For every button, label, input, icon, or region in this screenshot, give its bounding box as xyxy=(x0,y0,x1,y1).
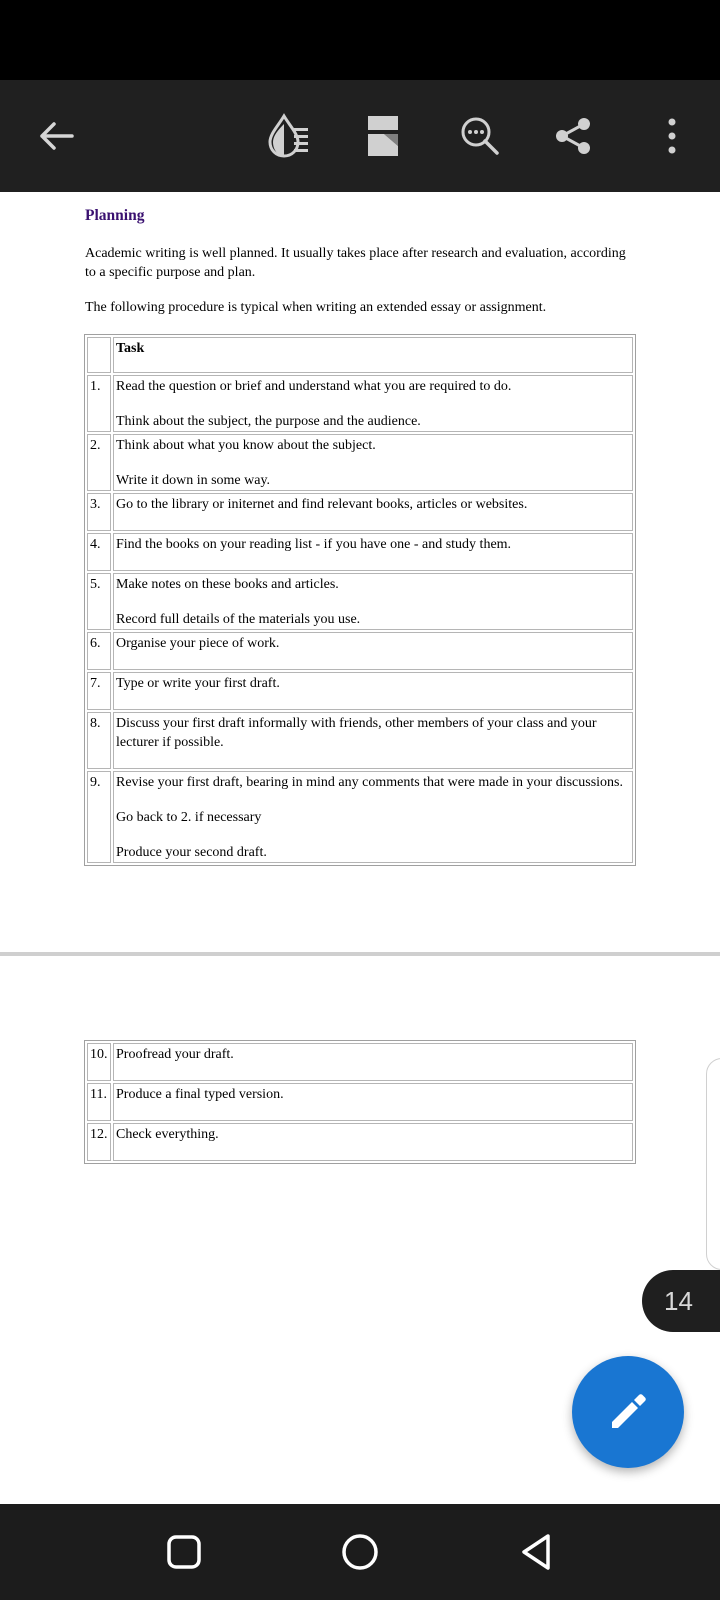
row-number: 4. xyxy=(87,533,111,571)
task-cell xyxy=(113,434,633,491)
table-row xyxy=(87,771,633,863)
task-text: Think about the subject, the purpose and the audience. xyxy=(116,414,421,429)
edit-fab-button[interactable] xyxy=(572,1356,684,1468)
row-number: 8. xyxy=(87,712,111,769)
task-cell xyxy=(113,1083,633,1121)
system-nav-bar xyxy=(0,1504,720,1600)
page-number: 14 xyxy=(664,1285,693,1316)
search-icon[interactable] xyxy=(452,108,508,164)
section-heading: Planning xyxy=(85,207,145,224)
back-arrow-icon[interactable] xyxy=(28,108,84,164)
task-table xyxy=(84,334,636,866)
task-cell xyxy=(113,771,633,863)
page-layout-icon[interactable] xyxy=(356,108,412,164)
row-number: 2. xyxy=(87,434,111,491)
back-triangle-icon[interactable] xyxy=(508,1524,564,1580)
task-text: Proofread your draft. xyxy=(116,1047,234,1062)
task-text: Make notes on these books and articles. xyxy=(116,577,339,592)
page-divider xyxy=(0,952,720,956)
edit-pencil-icon xyxy=(604,1388,652,1436)
row-number: 12. xyxy=(87,1123,111,1161)
task-text: Produce your second draft. xyxy=(116,845,267,860)
row-number: 9. xyxy=(87,771,111,863)
row-number: 5. xyxy=(87,573,111,630)
procedure-paragraph: The following procedure is typical when writing an extended essay or assignment. xyxy=(85,300,547,315)
task-text: Go to the library or initernet and find relevant books, articles or websites. xyxy=(116,497,528,512)
task-text: Check everything. xyxy=(116,1127,219,1142)
task-text: Write it down in some way. xyxy=(116,473,271,488)
task-cell xyxy=(113,533,633,571)
page-number-badge xyxy=(642,1270,720,1332)
task-cell xyxy=(113,573,633,630)
row-number: 7. xyxy=(87,672,111,710)
task-text: Go back to 2. if necessary xyxy=(116,810,262,825)
table-row xyxy=(87,1083,633,1121)
task-text: Discuss your first draft informally with friends, other members of your class and your lecturer if possible. xyxy=(116,716,597,750)
reading-mode-icon[interactable] xyxy=(260,108,316,164)
task-text: Find the books on your reading list - if you have one - and study them. xyxy=(116,537,512,552)
top-toolbar xyxy=(0,80,720,192)
table-row xyxy=(87,672,633,710)
task-cell xyxy=(113,712,633,769)
task-cell xyxy=(113,375,633,432)
row-number: 3. xyxy=(87,493,111,531)
row-number: 1. xyxy=(87,375,111,432)
recents-square-icon[interactable] xyxy=(156,1524,212,1580)
status-bar xyxy=(0,0,720,80)
task-cell xyxy=(113,632,633,670)
task-text: Organise your piece of work. xyxy=(116,636,280,651)
table-row xyxy=(87,1043,633,1081)
scroll-handle[interactable] xyxy=(706,1058,720,1270)
table-header-row xyxy=(87,337,633,373)
intro-paragraph: Academic writing is well planned. It usually takes place after research and evaluation, according to a specific purpose and plan. xyxy=(85,246,626,280)
task-text: Record full details of the materials you use. xyxy=(116,612,361,627)
task-cell xyxy=(113,493,633,531)
table-row xyxy=(87,632,633,670)
table-row xyxy=(87,493,633,531)
table-row xyxy=(87,1123,633,1161)
more-vert-icon[interactable] xyxy=(644,108,700,164)
task-table-continued xyxy=(84,1040,636,1164)
task-cell xyxy=(113,1043,633,1081)
table-row xyxy=(87,712,633,769)
share-icon[interactable] xyxy=(546,108,602,164)
table-row xyxy=(87,434,633,491)
task-cell xyxy=(113,672,633,710)
table-row xyxy=(87,533,633,571)
row-number: 6. xyxy=(87,632,111,670)
task-cell xyxy=(113,1123,633,1161)
task-text: Type or write your first draft. xyxy=(116,676,280,691)
table-row xyxy=(87,375,633,432)
row-number: 10. xyxy=(87,1043,111,1081)
home-circle-icon[interactable] xyxy=(332,1524,388,1580)
task-column-header: Task xyxy=(113,337,633,373)
task-text: Read the question or brief and understand what you are required to do. xyxy=(116,379,512,394)
task-text: Revise your first draft, bearing in mind any comments that were made in your discussions. xyxy=(116,775,624,790)
task-text: Think about what you know about the subject. xyxy=(116,438,376,453)
table-row xyxy=(87,573,633,630)
row-number: 11. xyxy=(87,1083,111,1121)
task-text: Produce a final typed version. xyxy=(116,1087,284,1102)
document-viewer[interactable] xyxy=(0,192,720,1504)
